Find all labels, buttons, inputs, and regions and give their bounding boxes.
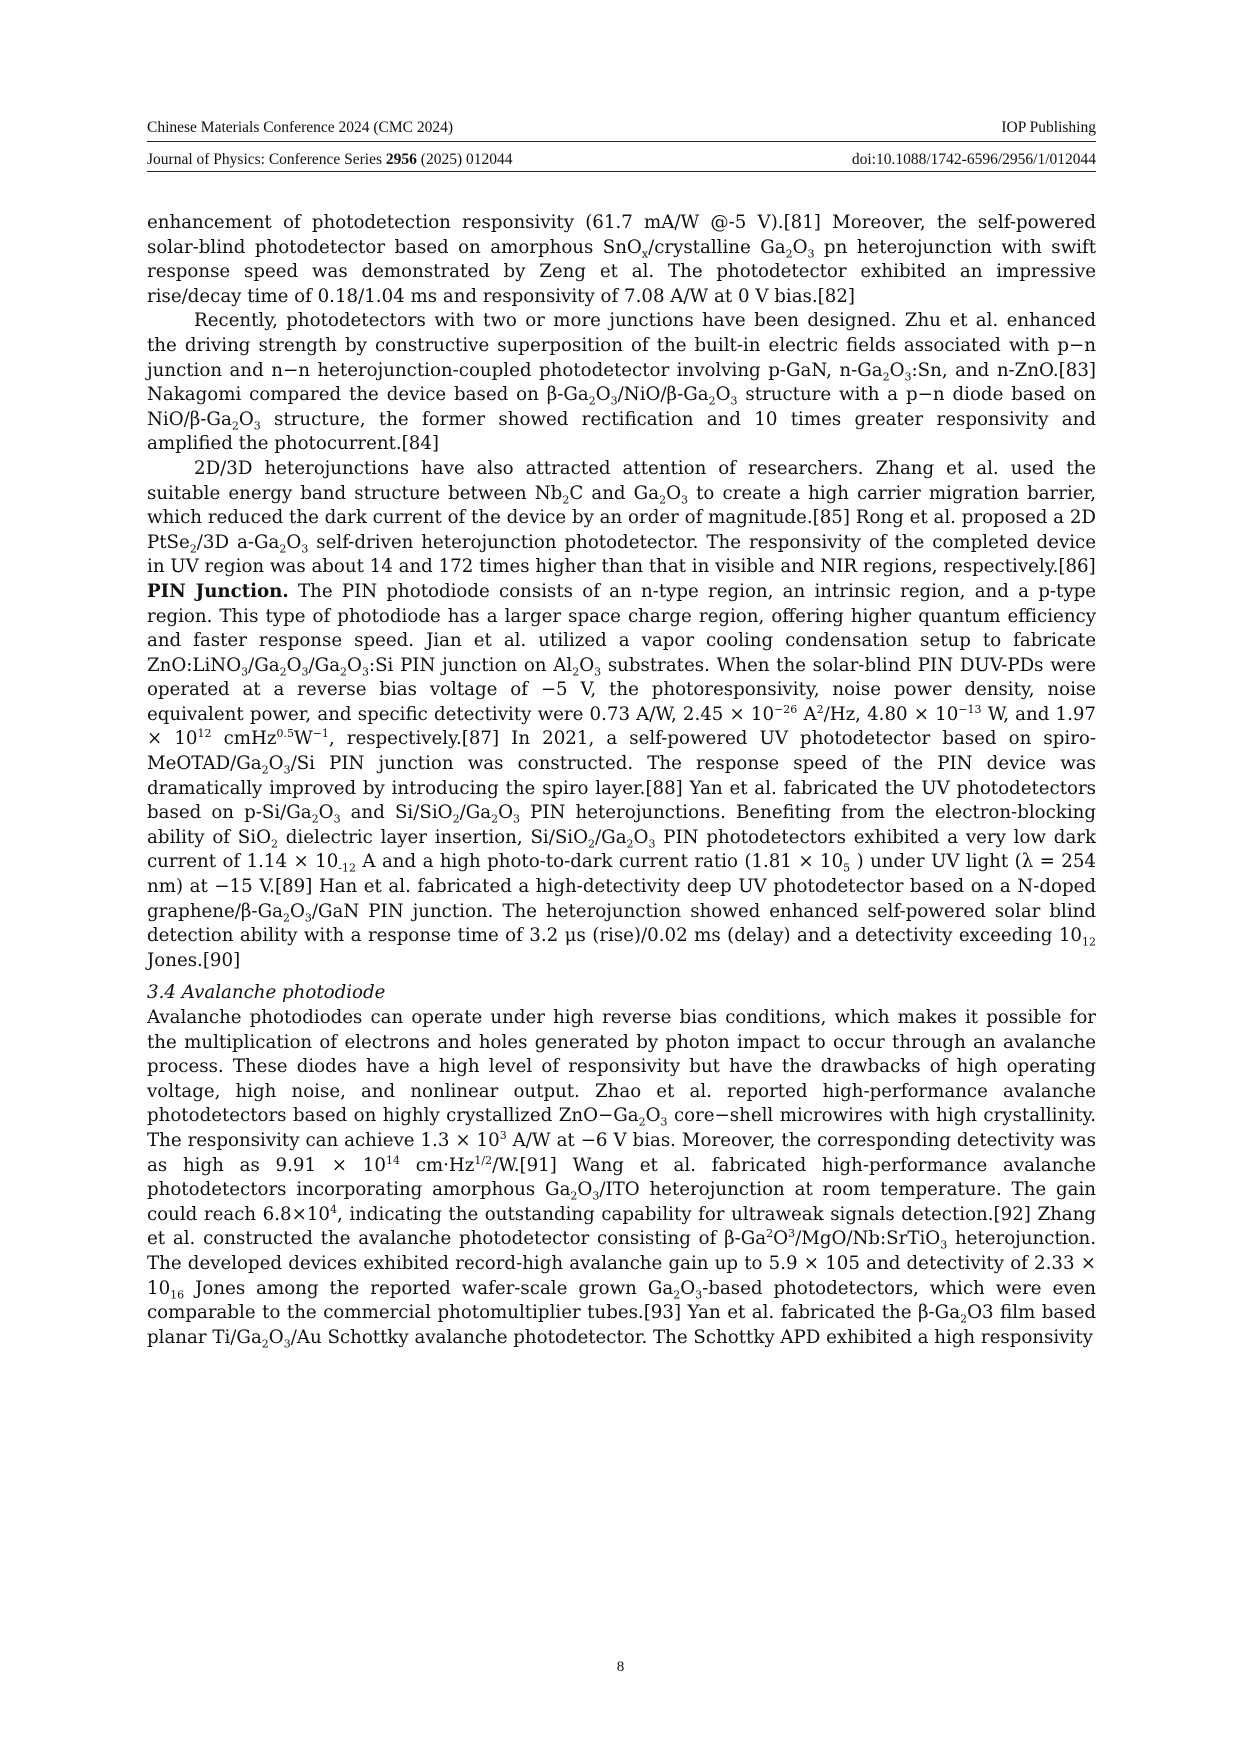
superscript: 4 [329, 1202, 337, 1216]
superscript: 0.5 [276, 727, 294, 741]
text-run: structure with a p−n diode based on NiO/β-Ga [147, 384, 1096, 430]
text-run: O [286, 654, 302, 676]
text-run: C and Ga [569, 482, 660, 504]
text-run: A [797, 703, 817, 725]
text-run: /Hz, 4.80 × 10 [823, 703, 959, 725]
text-run: O [595, 384, 611, 406]
superscript: 14 [385, 1153, 400, 1167]
journal-issue: (2025) 012044 [416, 151, 513, 168]
text-run: O [889, 359, 905, 381]
text-run: O [579, 654, 595, 676]
text-run: film based planar Ti/Ga [147, 1302, 1097, 1348]
text-run: O [680, 1277, 696, 1299]
subscript: 2 [626, 837, 634, 851]
text-run: Recently, photodetectors with two or more junctions have been designed. Zhu et al. enhanced the driving strength by constructive superposition of the built-in electric fields associated with p−n junction and n−n heterojunction-coupled photodetector involving p-GaN, n-Ga [147, 310, 1096, 381]
subscript: 2 [261, 763, 269, 777]
text-run: ) under UV light (λ = 254 nm) at −15 V.[89] Han et al. fabricated a high-detectivity deep UV photodetector based on a N-doped graphene/β-Ga [147, 851, 1096, 922]
subscript: 2 [340, 665, 348, 679]
subscript: 2 [282, 911, 290, 925]
text-run: 5 [848, 1252, 860, 1274]
subscript: 2 [270, 837, 278, 851]
text-run: /GaN PIN junction. The heterojunction showed enhanced self-powered solar blind detection ability with a response time of 3.2 μs (rise)/0.02 ms (delay) and a detectivity exceeding 10 [147, 900, 1096, 947]
text-run: /Si PIN junction was constructed. The response speed of the PIN device was dramatically improved by introducing the spiro layer.[88] Yan et al. fabricated the UV photodetectors based on p-Si/Ga [147, 753, 1096, 824]
paragraph [147, 211, 1096, 309]
text-run: PIN photodetectors exhibited a very low dark current of 1.14 × 10 [147, 826, 1096, 873]
journal-name: Journal of Physics: Conference Series [147, 151, 386, 168]
superscript: 12 [197, 727, 212, 741]
subscript: 3 [940, 1238, 948, 1252]
subscript: 2 [261, 1337, 269, 1351]
text-run: O [792, 236, 808, 258]
subscript: 3 [241, 665, 249, 679]
subscript: -12 [338, 862, 356, 876]
text-run: O [633, 826, 649, 848]
superscript: 1/2 [474, 1153, 493, 1167]
text-run: pn heterojunction with swift response speed was demonstrated by Zeng et al. The photodetector exhibited an impressive rise/decay time of 0.18/1.04 ms and responsivity of 7.08 A/W at 0 V bias.[82] [147, 236, 1096, 307]
text-run: core−shell microwires with high crystallinity. The responsivity can achieve 1.3 × 10 [147, 1105, 1096, 1151]
text-run: and detectivity of 2.33 × 10 [147, 1252, 1096, 1299]
text-run: dielectric layer insertion, Si/SiO [277, 826, 589, 848]
text-run: W, and 1.97 × 10 [147, 703, 1096, 750]
subscript: 3 [648, 837, 656, 851]
text-run: O [577, 1179, 593, 1201]
text-run: O [318, 802, 334, 824]
run-in-heading: PIN Junction. [147, 580, 289, 602]
subscript: x [641, 247, 649, 261]
subscript: 2 [785, 247, 793, 261]
section-heading: 3.4 Avalanche photodiode [147, 982, 386, 1004]
header-divider [147, 141, 1096, 142]
subscript: 16 [170, 1288, 185, 1302]
subscript: 3 [695, 1288, 703, 1302]
text-run: O [773, 1228, 789, 1250]
superscript: 3 [788, 1227, 796, 1241]
journal-volume: 2956 [385, 151, 417, 168]
text-run: O [289, 900, 305, 922]
text-run: Jones among the reported wafer-scale grown Ga [184, 1277, 674, 1299]
paragraph [147, 580, 1096, 974]
text-run: /MgO/Nb:SrTiO [795, 1228, 941, 1250]
page-number: 8 [616, 1659, 625, 1675]
body-text [147, 211, 1096, 1350]
subscript: 3 [253, 419, 261, 433]
subscript: 3 [361, 665, 369, 679]
text-run: A and a high photo-to-dark current ratio (1.81 × 10 [356, 851, 844, 873]
text-run: Jones.[90] [147, 949, 241, 971]
text-run: O [238, 408, 254, 430]
subscript: 2 [588, 394, 596, 408]
text-run: O [967, 1302, 982, 1324]
text-run: , respectively.[87] In 2021, a self-powered UV photodetector based on spiro-MeOTAD/Ga [147, 728, 1096, 775]
text-run: O [286, 531, 302, 553]
text-run: PIN heterojunctions. Benefiting from the electron-blocking ability of SiO [147, 802, 1096, 848]
text-run: /Au Schottky avalanche photodetector. The Schottky APD exhibited a high responsivity [290, 1326, 1093, 1348]
subscript: 2 [311, 812, 319, 826]
text-run: W [293, 728, 313, 750]
subscript: 2 [189, 542, 197, 556]
text-run: /3D a-Ga [196, 531, 280, 553]
subscript: 2 [638, 1116, 646, 1130]
subscript: 2 [659, 493, 667, 507]
text-run: , indicating the outstanding capability for ultraweak signals detection.[92] Zhang et al. constructed the avalanche photodetector consisting of β-Ga [147, 1203, 1096, 1250]
subscript: 3 [594, 665, 602, 679]
subscript: 3 [301, 665, 309, 679]
superscript: 2 [766, 1227, 774, 1241]
subscript: 2 [572, 665, 580, 679]
subscript: 2 [588, 837, 596, 851]
text-run: /NiO/β-Ga [617, 384, 709, 406]
text-run: Avalanche photodiodes can operate under high reverse bias conditions, which makes it possible for the multiplication of electrons and holes generated by photon impact to occur through an avalanche process. These diodes have a high level of responsivity but have the drawbacks of high operating voltage, high noise, and nonlinear output. Zhao et al. reported high-performance avalanche photodetectors based on highly crystallized ZnO−Ga [147, 1007, 1096, 1127]
subscript: 2 [279, 665, 287, 679]
subscript: 3 [904, 370, 912, 384]
subscript: 12 [1082, 935, 1096, 949]
doi: doi:10.1088/1742-6596/2956/1/012044 [851, 151, 1096, 168]
text-run: structure, the former showed rectification and 10 times greater responsivity and amplified the photocurrent.[84] [147, 408, 1096, 455]
text-run: O [666, 482, 681, 504]
text-run: self-driven heterojunction photodetector. The responsivity of the completed device in UV region was about 14 and 172 times higher than that in visible and NIR regions, respectively.[86] [147, 531, 1096, 578]
superscript: −13 [958, 702, 982, 716]
subscript: 3 [610, 394, 618, 408]
text-run: -based photodetectors, which were even comparable to the commercial photomultiplier tubes.[93] Yan et al. fabricated the β-Ga [147, 1277, 1097, 1324]
text-run: /ITO heterojunction at room temperature. The gain could reach 6.8×10 [147, 1179, 1096, 1225]
text-run: O [498, 802, 513, 824]
header-divider [147, 171, 1096, 172]
text-run: 3 [981, 1302, 994, 1324]
text-run: The PIN photodiode consists of an n-type region, an intrinsic region, and a p-type region. This type of photodiode has a larger space charge region, offering higher quantum efficiency and faster response speed. Jian et al. utilized a vapor cooling condensation setup to fabricate ZnO:LiNO [147, 580, 1097, 676]
text-run: O [268, 753, 284, 775]
text-run: /W.[91] Wang et al. fabricated high-performance avalanche photodetectors incorporating amorphous Ga [147, 1154, 1096, 1201]
text-run: cmHz [211, 728, 277, 750]
superscript: −1 [312, 727, 329, 741]
paragraph-text [147, 581, 1096, 971]
subscript: 2 [673, 1288, 681, 1302]
text-run: :Sn, and n-ZnO.[83] Nakagomi compared the device based on β-Ga [147, 359, 1096, 406]
subscript: 2 [562, 493, 570, 507]
text-run: O [347, 654, 362, 676]
conference-name: Chinese Materials Conference 2024 (CMC 2024) [147, 119, 454, 136]
subscript: 3 [680, 493, 688, 507]
subscript: 3 [807, 247, 815, 261]
subscript: 2 [279, 542, 287, 556]
text-run: A/W at −6 V bias. Moreover, the corresponding detectivity was as high as 9.91 × 10 [147, 1129, 1096, 1176]
text-run: and Si/SiO [340, 802, 453, 824]
text-run: 2D/3D heterojunctions have also attracted attention of researchers. Zhang et al. used the suitable energy band structure between Nb [147, 457, 1096, 504]
subscript: 3 [283, 763, 291, 777]
subscript: 3 [283, 1337, 291, 1351]
text-run: /crystalline Ga [648, 236, 786, 258]
text-run: O [715, 384, 731, 406]
subscript: 2 [570, 1189, 578, 1203]
text-run: /Ga [248, 654, 280, 676]
text-run: /Ga [595, 826, 627, 848]
subscript: 3 [660, 1116, 668, 1130]
subscript: 5 [843, 862, 851, 876]
subscript: 2 [882, 370, 890, 384]
subscript: 3 [512, 812, 520, 826]
text-run: O [268, 1326, 284, 1348]
superscript: −26 [774, 702, 798, 716]
subscript: 2 [960, 1312, 968, 1326]
subscript: 3 [333, 812, 341, 826]
subscript: 3 [301, 542, 309, 556]
subscript: 3 [730, 394, 738, 408]
text-run: /Ga [459, 802, 492, 824]
text-run: /Ga [308, 654, 341, 676]
text-run: heterojunction. The developed devices exhibited record-high avalanche gain up to 5.9 × 10 [147, 1228, 1097, 1274]
text-run: to create a high carrier migration barrier, which reduced the dark current of the device by an order of magnitude.[85] Rong et al. proposed a 2D PtSe [147, 482, 1097, 553]
superscript: 2 [816, 702, 824, 716]
subscript: 2 [708, 394, 716, 408]
subscript: 3 [592, 1189, 600, 1203]
paragraph [147, 309, 1096, 457]
subscript: 2 [452, 812, 460, 826]
subscript: 2 [231, 419, 239, 433]
text-run: cm·Hz [399, 1154, 475, 1176]
journal-citation [147, 151, 512, 169]
text-run: :Si PIN junction on Al [368, 654, 573, 676]
subscript: 3 [304, 911, 312, 925]
publisher-name: IOP Publishing [1001, 119, 1096, 136]
text-run: enhancement of photodetection responsivity (61.7 mA/W @-5 V).[81] Moreover, the self-powered solar-blind photodetector based on amorphous SnO [147, 212, 1096, 258]
paragraph [147, 457, 1096, 580]
text-run: substrates. When the solar-blind PIN DUV-PDs were operated at a reverse bias voltage of −5 V, the photoresponsivity, noise power density, noise equivalent power, and specific detectivity were 0.73 A/W, 2.45 × 10 [147, 654, 1096, 725]
subscript: 2 [491, 812, 499, 826]
text-run: O [645, 1105, 661, 1127]
superscript: 3 [499, 1128, 507, 1142]
paragraph [147, 1006, 1096, 1350]
